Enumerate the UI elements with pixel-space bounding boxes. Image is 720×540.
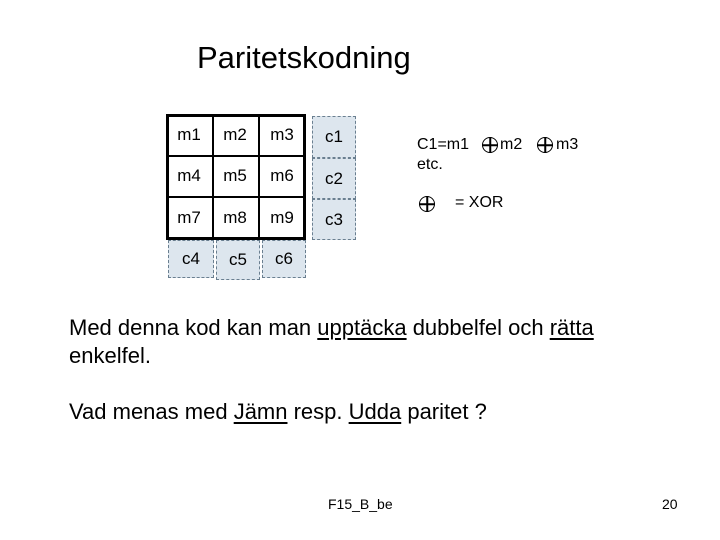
bit-cell-m4: m4: [177, 165, 201, 185]
parity-cell-c1: c1: [312, 116, 356, 158]
parity-cell-c4: c4: [168, 240, 214, 278]
bit-cell-m2: m2: [223, 124, 247, 144]
bit-cell-m9: m9: [270, 208, 294, 227]
bit-cell-m5: m5: [223, 165, 247, 185]
xor-icon: [537, 137, 553, 153]
footer-label: F15_B_be: [328, 496, 393, 512]
xor-icon: [419, 196, 435, 212]
formula-m3: m3: [556, 136, 579, 153]
bit-cell-m7: m7: [177, 208, 201, 227]
page-number: 20: [662, 496, 678, 512]
xor-definition: = XOR: [455, 194, 504, 211]
formula-c1: C1=m1: [417, 136, 470, 153]
bit-cell-m1: m1: [177, 124, 201, 144]
parity-cell-c6: c6: [262, 240, 306, 278]
formula-etc: etc.: [417, 156, 443, 173]
parity-cell-c2: c2: [312, 158, 356, 199]
bit-cell-m8: m8: [223, 208, 247, 227]
bit-cell-m6: m6: [270, 165, 294, 185]
paragraph-detect-correct-line2: enkelfel.: [69, 343, 151, 368]
bit-cell-m3: m3: [270, 124, 294, 144]
parity-cell-c3: c3: [312, 199, 356, 240]
paragraph-question: Vad menas med Jämn resp. Udda paritet ?: [69, 399, 487, 424]
formula-m2: m2: [500, 136, 523, 153]
parity-cell-c5: c5: [216, 240, 260, 280]
slide-title: Paritetskodning: [197, 40, 411, 75]
xor-icon: [482, 137, 498, 153]
paragraph-detect-correct: Med denna kod kan man upptäcka dubbelfel och rätta: [69, 315, 594, 340]
